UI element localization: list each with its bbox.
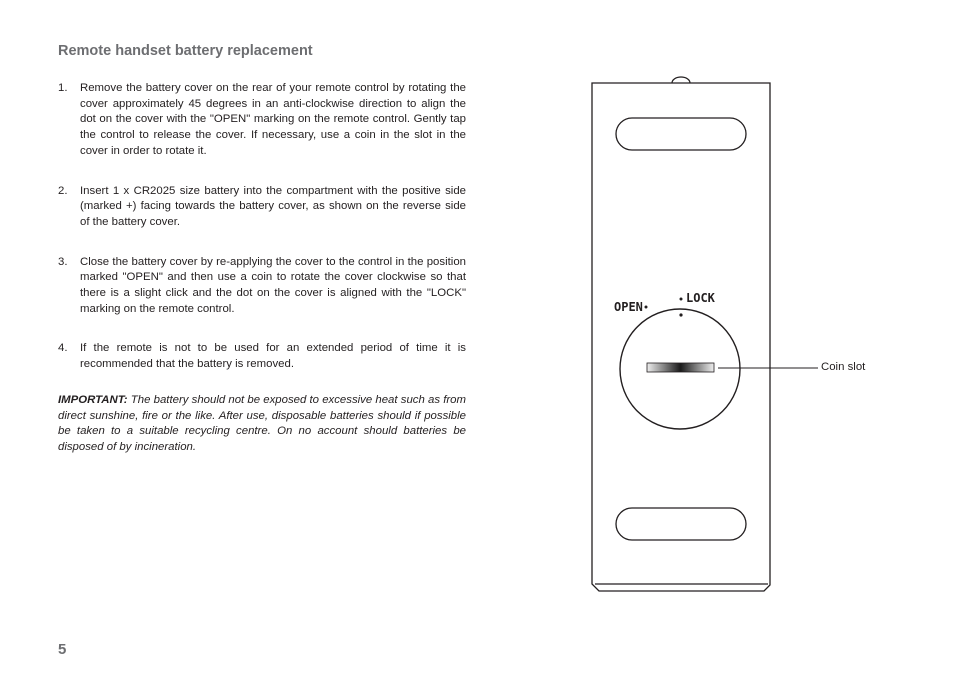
instruction-step xyxy=(58,81,466,160)
instruction-step xyxy=(58,341,466,372)
step-text: Remove the battery cover on the rear of your remote control by rotating the cover approximately 45 degrees in an anti-clockwise direction to align the dot on the cover with the "OPEN" marking on the remote control. Gently tap the control to release the cover. If necessary, use a coin in the slot in the cover in order to rotate it. xyxy=(80,82,466,157)
step-number: 1. xyxy=(58,82,68,94)
instruction-list xyxy=(58,81,466,397)
step-text: Close the battery cover by re-applying the cover to the control in the position marked "OPEN" and then use a coin to rotate the cover clockwise so that there is a slight click and the dot on the cover is aligned with the "LOCK" marking on the remote control. xyxy=(80,255,466,315)
coin-slot-callout: Coin slot xyxy=(821,361,866,373)
cover-dot xyxy=(679,313,682,316)
page-number: 5 xyxy=(58,641,67,658)
step-number: 4. xyxy=(58,342,68,355)
remote-control-diagram xyxy=(580,74,880,604)
lock-dot xyxy=(680,298,683,301)
step-number: 2. xyxy=(58,184,68,197)
page-title: Remote handset battery replacement xyxy=(58,43,313,59)
instruction-step xyxy=(58,184,466,231)
open-dot xyxy=(645,306,648,309)
important-text: The battery should not be exposed to excessive heat such as from direct sunshine, fire or the like. After use, disposable batteries should if possible be taken to a suitable recycling centre. On no account should batteries be disposed of by incineration. xyxy=(58,394,466,454)
coin-slot xyxy=(647,363,714,372)
instruction-step xyxy=(58,255,466,318)
step-text: Insert 1 x CR2025 size battery into the compartment with the positive side (marked +) facing towards the battery cover, as shown on the reverse side of the battery cover. xyxy=(80,184,466,228)
lock-marking: LOCK xyxy=(686,291,715,305)
step-number: 3. xyxy=(58,255,68,268)
open-marking: OPEN xyxy=(614,300,643,314)
step-text: If the remote is not to be used for an extended period of time it is recommended that the battery is removed. xyxy=(80,342,466,371)
important-label: IMPORTANT: xyxy=(58,394,128,406)
important-note xyxy=(58,393,466,456)
